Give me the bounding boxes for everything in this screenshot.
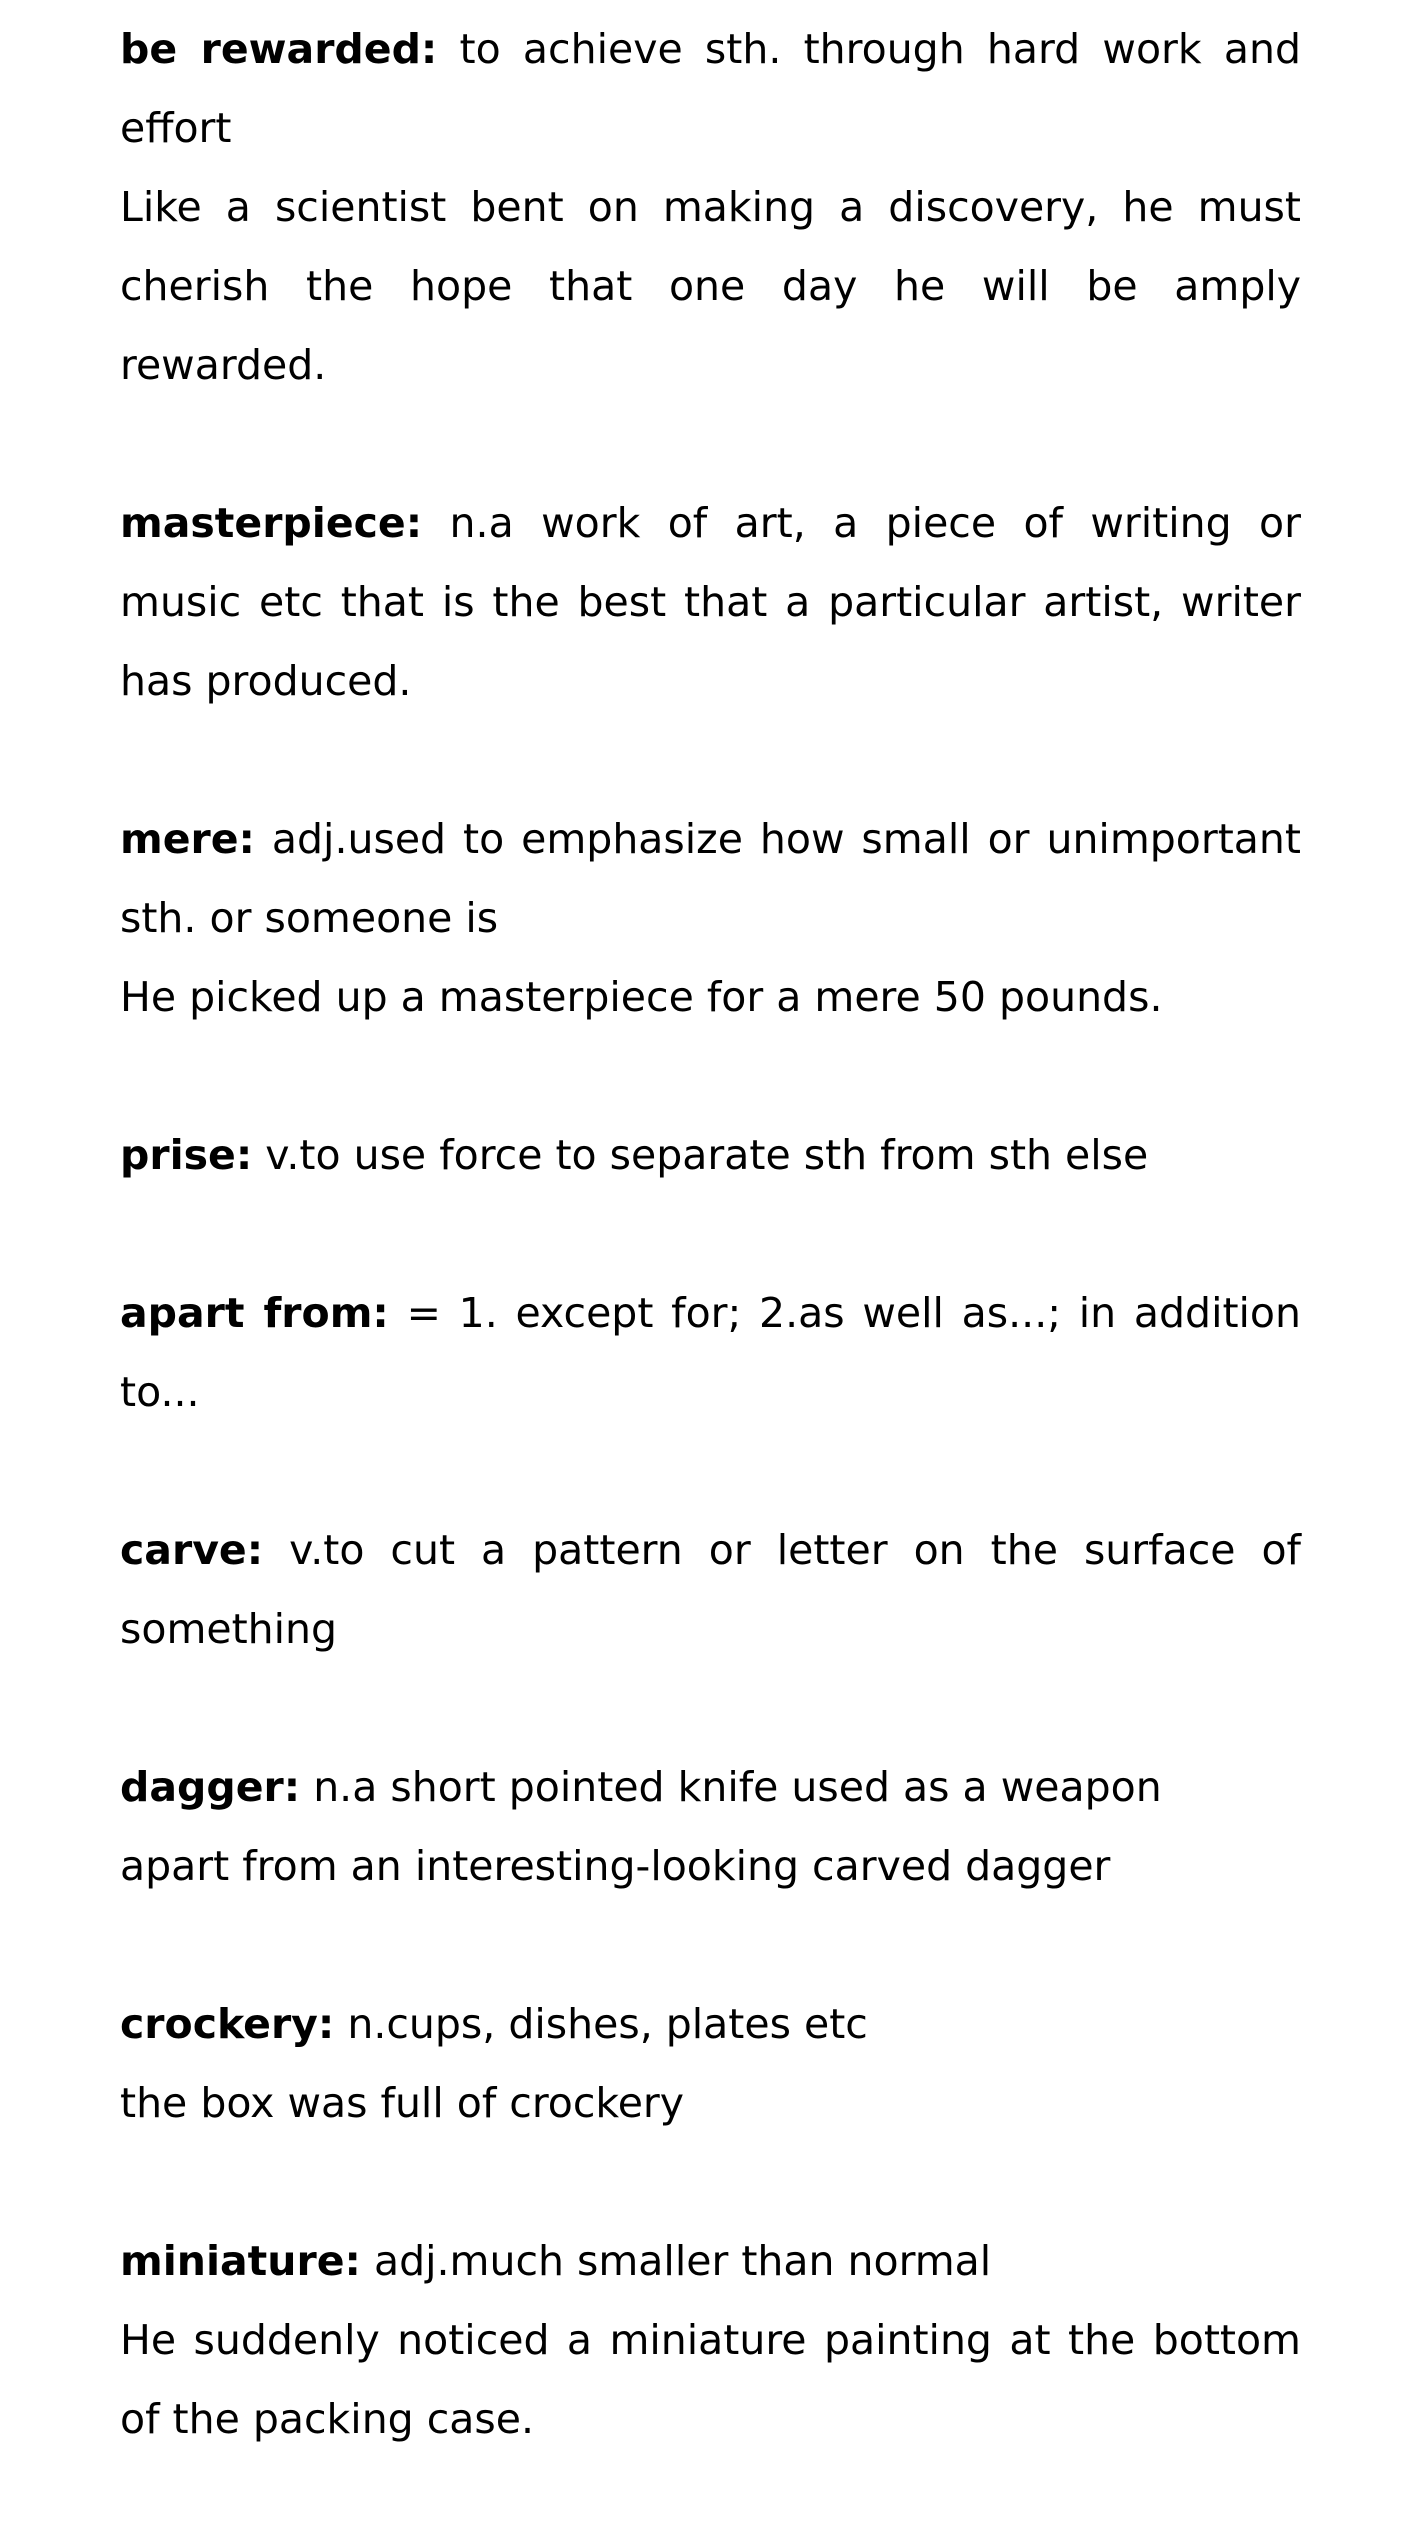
example-sentence: He picked up a masterpiece for a mere 50 pounds. xyxy=(120,973,1163,1021)
definition-line xyxy=(120,1511,1301,1669)
vocab-definition: n.a work of art, a piece of writing or music etc that is the best that a particular artist, writer has produced. xyxy=(120,499,1301,705)
vocab-entry-crockery xyxy=(120,1985,1301,2143)
vocab-term: be rewarded: xyxy=(120,25,438,73)
vocab-definition: v.to cut a pattern or letter on the surface of something xyxy=(120,1526,1301,1653)
vocab-definition: adj.much smaller than normal xyxy=(373,2237,992,2285)
vocab-term: miniature: xyxy=(120,2237,361,2285)
example-sentence: He suddenly noticed a miniature painting at the bottom of the packing case. xyxy=(120,2316,1301,2443)
vocab-definition: = 1. except for; 2.as well as...; in addition to... xyxy=(120,1289,1301,1416)
definition-line xyxy=(120,800,1301,958)
vocab-entry-be-rewarded xyxy=(120,10,1301,405)
definition-line xyxy=(120,1748,1301,1827)
vocab-definition: v.to use force to separate sth from sth else xyxy=(265,1131,1149,1179)
vocab-entry-miniature xyxy=(120,2222,1301,2459)
vocab-term: dagger: xyxy=(120,1763,301,1811)
vocab-definition: n.cups, dishes, plates etc xyxy=(347,2000,868,2048)
example-sentence: Like a scientist bent on making a discovery, he must cherish the hope that one day he will be amply rewarded. xyxy=(120,183,1301,389)
vocab-entry-apart-from xyxy=(120,1274,1301,1432)
definition-line xyxy=(120,484,1301,721)
vocab-term: carve: xyxy=(120,1526,264,1574)
vocab-definition: adj.used to emphasize how small or unimportant sth. or someone is xyxy=(120,815,1301,942)
vocab-entry-prise xyxy=(120,1116,1301,1195)
definition-line xyxy=(120,10,1301,168)
definition-line xyxy=(120,2222,1301,2301)
definition-line xyxy=(120,1985,1301,2064)
definition-line xyxy=(120,1274,1301,1432)
vocab-entry-mere xyxy=(120,800,1301,1037)
vocab-term: apart from: xyxy=(120,1289,389,1337)
definition-line xyxy=(120,1116,1301,1195)
vocab-entry-dagger xyxy=(120,1748,1301,1906)
vocabulary-document xyxy=(120,10,1301,2538)
vocab-entry-masterpiece xyxy=(120,484,1301,721)
vocab-term: masterpiece: xyxy=(120,499,423,547)
example-sentence: apart from an interesting-looking carved dagger xyxy=(120,1842,1111,1890)
vocab-definition: n.a short pointed knife used as a weapon xyxy=(313,1763,1162,1811)
example-sentence: the box was full of crockery xyxy=(120,2079,685,2127)
vocab-term: prise: xyxy=(120,1131,253,1179)
vocab-entry-carve xyxy=(120,1511,1301,1669)
vocab-term: crockery: xyxy=(120,2000,335,2048)
vocab-definition: to achieve sth. through hard work and effort xyxy=(120,25,1301,152)
vocab-term: mere: xyxy=(120,815,255,863)
